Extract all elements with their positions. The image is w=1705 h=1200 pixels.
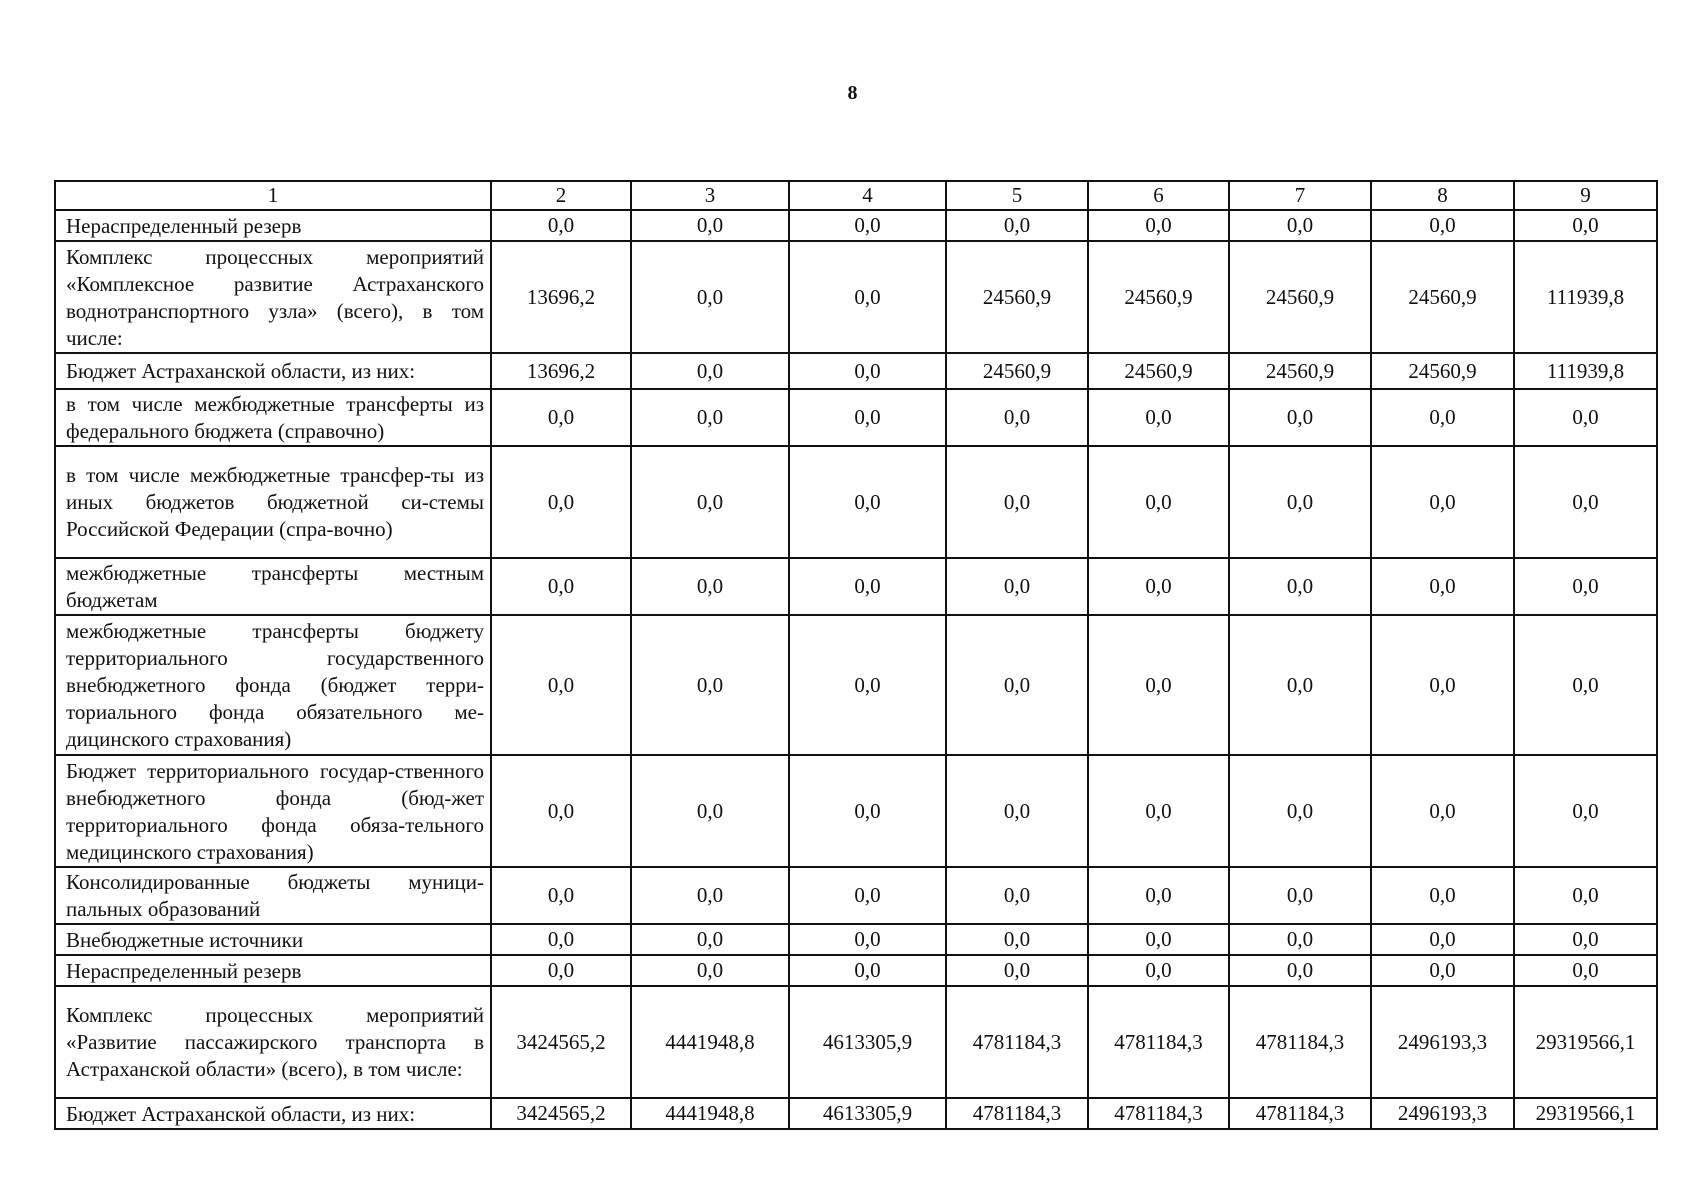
value-cell: 0,0: [491, 955, 631, 986]
value-cell: 0,0: [1229, 867, 1371, 924]
value-cell: 0,0: [1371, 755, 1514, 867]
table-row: [55, 446, 1657, 558]
table-row: [55, 558, 1657, 615]
value-cell: 0,0: [946, 615, 1088, 755]
value-cell: 0,0: [1229, 558, 1371, 615]
table-row: [55, 755, 1657, 867]
value-cell: 0,0: [1229, 446, 1371, 558]
value-cell: 0,0: [789, 924, 946, 955]
header-cell: 5: [946, 181, 1088, 210]
value-cell: 0,0: [491, 924, 631, 955]
table-row: [55, 1098, 1657, 1129]
value-cell: 0,0: [1371, 446, 1514, 558]
table-row: [55, 389, 1657, 446]
value-cell: 0,0: [1371, 615, 1514, 755]
value-cell: 0,0: [789, 955, 946, 986]
value-cell: 3424565,2: [491, 986, 631, 1098]
header-cell: 1: [55, 181, 491, 210]
value-cell: 4781184,3: [1229, 986, 1371, 1098]
value-cell: 0,0: [1371, 389, 1514, 446]
header-cell: 9: [1514, 181, 1657, 210]
value-cell: 111939,8: [1514, 353, 1657, 389]
value-cell: 4781184,3: [1088, 986, 1229, 1098]
value-cell: 0,0: [1229, 955, 1371, 986]
value-cell: 0,0: [1229, 389, 1371, 446]
budget-table: [54, 180, 1658, 1130]
value-cell: 0,0: [1229, 615, 1371, 755]
table-row: [55, 353, 1657, 389]
value-cell: 0,0: [1088, 446, 1229, 558]
value-cell: 0,0: [946, 558, 1088, 615]
value-cell: 0,0: [491, 210, 631, 241]
value-cell: 0,0: [789, 446, 946, 558]
value-cell: 3424565,2: [491, 1098, 631, 1129]
value-cell: 0,0: [1514, 924, 1657, 955]
value-cell: 4781184,3: [1229, 1098, 1371, 1129]
value-cell: 0,0: [631, 755, 789, 867]
value-cell: 24560,9: [1229, 241, 1371, 353]
value-cell: 0,0: [631, 446, 789, 558]
header-cell: 7: [1229, 181, 1371, 210]
value-cell: 0,0: [1514, 210, 1657, 241]
value-cell: 0,0: [1088, 615, 1229, 755]
table-row: [55, 615, 1657, 755]
value-cell: 13696,2: [491, 353, 631, 389]
value-cell: 0,0: [1371, 210, 1514, 241]
row-label: Комплекс процессных мероприятий «Комплексное развитие Астраханского воднотранспортного узла» (всего), в том числе:: [55, 241, 491, 353]
table-row: [55, 955, 1657, 986]
value-cell: 0,0: [946, 446, 1088, 558]
value-cell: 0,0: [789, 389, 946, 446]
row-label: межбюджетные трансферты местным бюджетам: [55, 558, 491, 615]
value-cell: 4441948,8: [631, 1098, 789, 1129]
value-cell: 24560,9: [946, 353, 1088, 389]
row-label: Консолидированные бюджеты муници-пальных образований: [55, 867, 491, 924]
header-cell: 3: [631, 181, 789, 210]
value-cell: 24560,9: [1371, 353, 1514, 389]
row-label: Комплекс процессных мероприятий «Развитие пассажирского транспорта в Астраханской области» (всего), в том числе:: [55, 986, 491, 1098]
value-cell: 0,0: [1088, 558, 1229, 615]
value-cell: 0,0: [1088, 210, 1229, 241]
value-cell: 4781184,3: [946, 986, 1088, 1098]
header-cell: 2: [491, 181, 631, 210]
value-cell: 24560,9: [1088, 353, 1229, 389]
table-row: [55, 241, 1657, 353]
value-cell: 4613305,9: [789, 986, 946, 1098]
value-cell: 0,0: [1229, 924, 1371, 955]
value-cell: 29319566,1: [1514, 986, 1657, 1098]
value-cell: 0,0: [1514, 955, 1657, 986]
header-cell: 6: [1088, 181, 1229, 210]
value-cell: 0,0: [1514, 558, 1657, 615]
value-cell: 0,0: [789, 241, 946, 353]
value-cell: 2496193,3: [1371, 986, 1514, 1098]
value-cell: 24560,9: [946, 241, 1088, 353]
value-cell: 0,0: [946, 867, 1088, 924]
value-cell: 0,0: [1088, 924, 1229, 955]
row-label: Бюджет территориального государ-ственного внебюджетного фонда (бюд-жет территориального фонда обяза-тельного медицинского страхования): [55, 755, 491, 867]
row-label: Бюджет Астраханской области, из них:: [55, 1098, 491, 1129]
value-cell: 0,0: [789, 867, 946, 924]
value-cell: 0,0: [1371, 867, 1514, 924]
header-cell: 8: [1371, 181, 1514, 210]
value-cell: 0,0: [631, 241, 789, 353]
value-cell: 0,0: [946, 210, 1088, 241]
value-cell: 0,0: [789, 755, 946, 867]
value-cell: 4613305,9: [789, 1098, 946, 1129]
value-cell: 0,0: [631, 615, 789, 755]
value-cell: 0,0: [789, 210, 946, 241]
value-cell: 0,0: [631, 558, 789, 615]
value-cell: 0,0: [1514, 755, 1657, 867]
value-cell: 111939,8: [1514, 241, 1657, 353]
value-cell: 0,0: [1371, 955, 1514, 986]
row-label: Внебюджетные источники: [55, 924, 491, 955]
value-cell: 0,0: [946, 389, 1088, 446]
value-cell: 0,0: [491, 755, 631, 867]
value-cell: 13696,2: [491, 241, 631, 353]
value-cell: 0,0: [491, 867, 631, 924]
value-cell: 24560,9: [1371, 241, 1514, 353]
value-cell: 0,0: [1088, 389, 1229, 446]
value-cell: 0,0: [789, 353, 946, 389]
row-label: межбюджетные трансферты бюджету территориального государственного внебюджетного фонда (бюджет терри-ториального фонда обязательного ме-дицинского страхования): [55, 615, 491, 755]
row-label: в том числе межбюджетные трансферты из федерального бюджета (справочно): [55, 389, 491, 446]
value-cell: 0,0: [946, 755, 1088, 867]
value-cell: 0,0: [946, 924, 1088, 955]
value-cell: 0,0: [789, 615, 946, 755]
value-cell: 0,0: [1229, 755, 1371, 867]
value-cell: 0,0: [1088, 955, 1229, 986]
header-row: [55, 181, 1657, 210]
value-cell: 0,0: [1088, 755, 1229, 867]
row-label: в том числе межбюджетные трансфер-ты из иных бюджетов бюджетной си-стемы Российской Федерации (спра-вочно): [55, 446, 491, 558]
value-cell: 0,0: [631, 389, 789, 446]
value-cell: 2496193,3: [1371, 1098, 1514, 1129]
value-cell: 0,0: [1088, 867, 1229, 924]
table-row: [55, 924, 1657, 955]
value-cell: 0,0: [1371, 924, 1514, 955]
value-cell: 0,0: [946, 955, 1088, 986]
row-label: Нераспределенный резерв: [55, 210, 491, 241]
row-label: Нераспределенный резерв: [55, 955, 491, 986]
header-cell: 4: [789, 181, 946, 210]
value-cell: 24560,9: [1088, 241, 1229, 353]
value-cell: 4781184,3: [946, 1098, 1088, 1129]
value-cell: 0,0: [789, 558, 946, 615]
value-cell: 0,0: [631, 867, 789, 924]
value-cell: 0,0: [491, 389, 631, 446]
value-cell: 29319566,1: [1514, 1098, 1657, 1129]
row-label: Бюджет Астраханской области, из них:: [55, 353, 491, 389]
value-cell: 0,0: [491, 615, 631, 755]
value-cell: 0,0: [1514, 389, 1657, 446]
table-row: [55, 867, 1657, 924]
value-cell: 0,0: [1514, 867, 1657, 924]
value-cell: 0,0: [1371, 558, 1514, 615]
value-cell: 0,0: [631, 955, 789, 986]
value-cell: 0,0: [1514, 615, 1657, 755]
page-number: 8: [847, 82, 858, 104]
table-row: [55, 210, 1657, 241]
table-row: [55, 986, 1657, 1098]
value-cell: 0,0: [1229, 210, 1371, 241]
value-cell: 0,0: [631, 924, 789, 955]
value-cell: 0,0: [631, 210, 789, 241]
value-cell: 0,0: [491, 558, 631, 615]
value-cell: 24560,9: [1229, 353, 1371, 389]
value-cell: 4781184,3: [1088, 1098, 1229, 1129]
value-cell: 4441948,8: [631, 986, 789, 1098]
value-cell: 0,0: [1514, 446, 1657, 558]
value-cell: 0,0: [631, 353, 789, 389]
value-cell: 0,0: [491, 446, 631, 558]
